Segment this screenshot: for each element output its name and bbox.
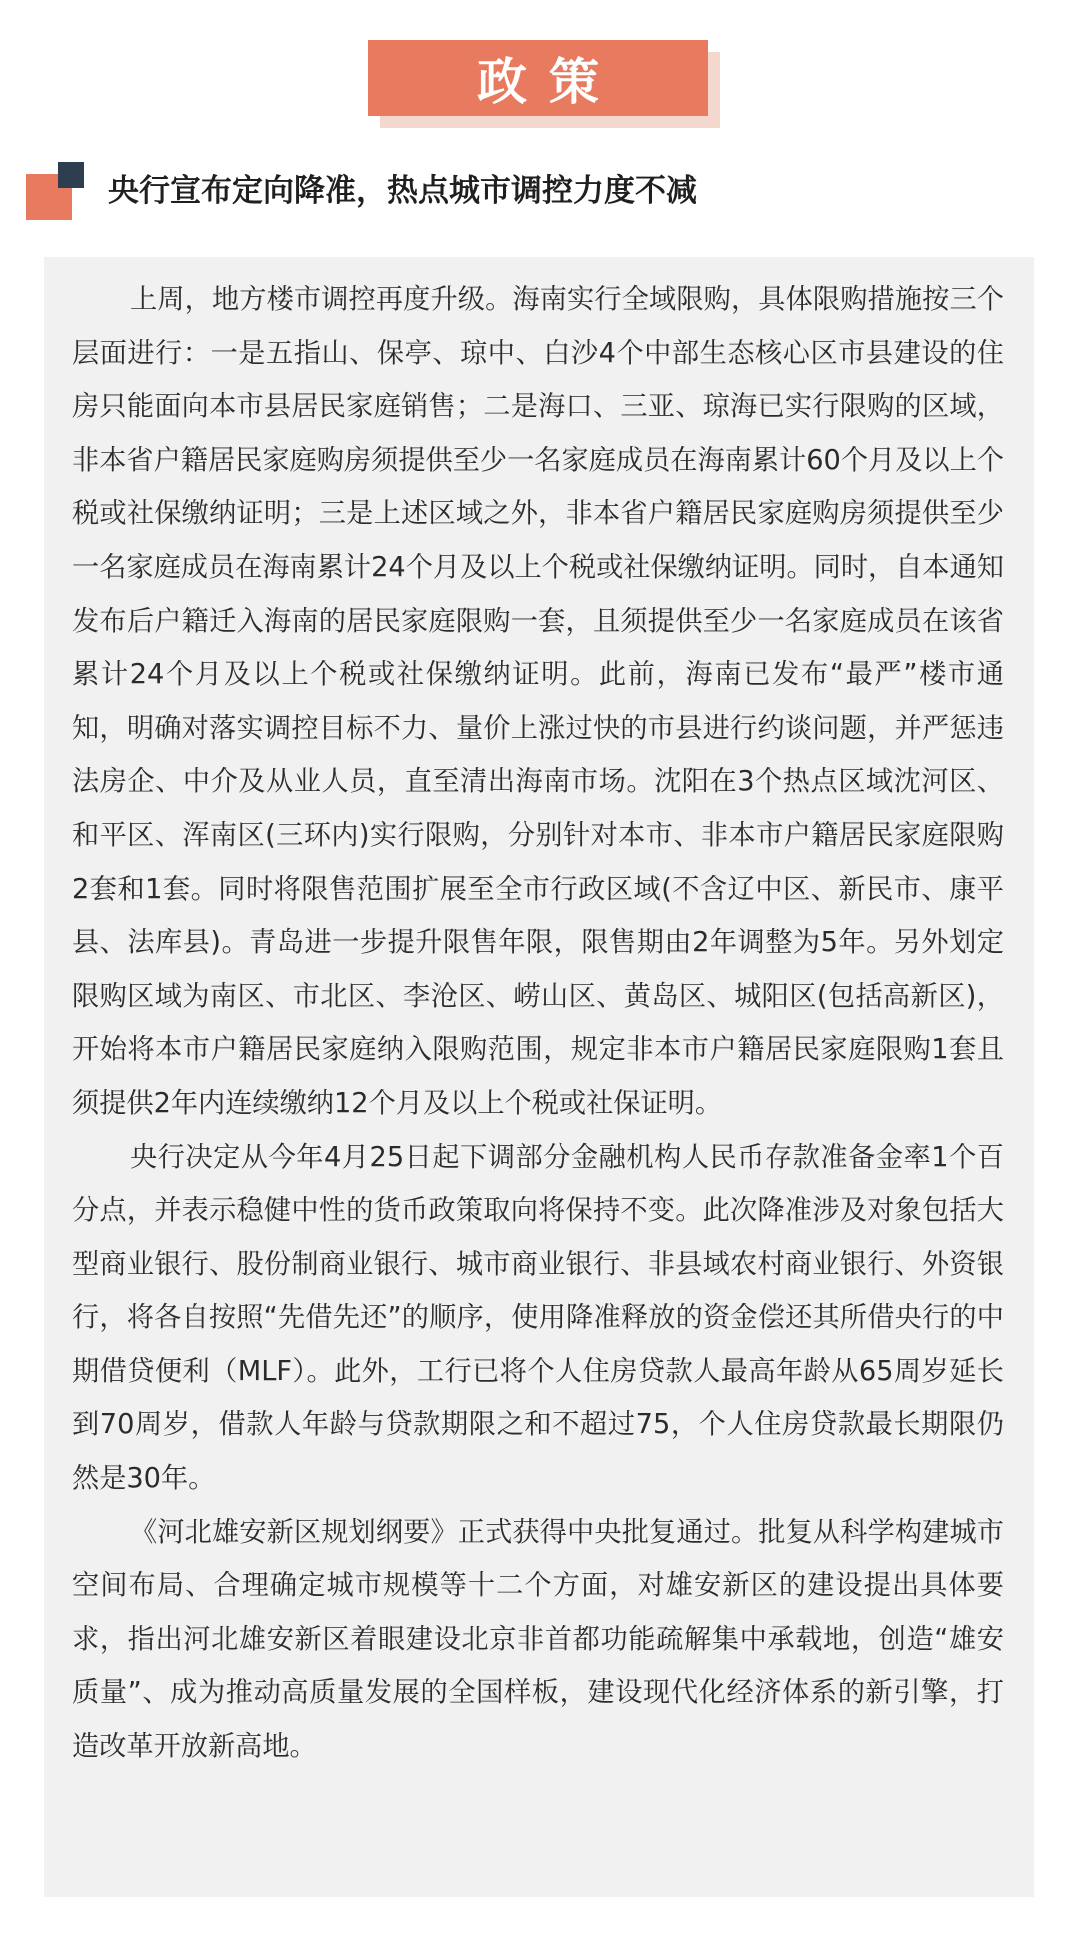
banner-title: 政策: [477, 53, 621, 111]
square-bullet-icon: [26, 162, 84, 220]
title-banner: [368, 40, 708, 116]
paragraph-xiongan: 《河北雄安新区规划纲要》正式获得中央批复通过。批复从科学构建城市空间布局、合理确定城市规模等十二个方面，对雄安新区的建设提出具体要求，指出河北雄安新区着眼建设北京非首都功能疏解集中承载地，创造“雄安质量”、成为推动高质量发展的全国样板，建设现代化经济体系的新引擎，打造改革开放新高地。: [72, 1516, 1004, 1763]
section-heading: 央行宣布定向降准，热点城市调控力度不减: [108, 173, 697, 209]
paragraph-housing-policy: 上周，地方楼市调控再度升级。海南实行全域限购，具体限购措施按三个层面进行：一是五指山、保亭、琼中、白沙4个中部生态核心区市县建设的住房只能面向本市县居民家庭销售；二是海口、三亚、琼海已实行限购的区域，非本省户籍居民家庭购房须提供至少一名家庭成员在海南累计60个月及以上个税或社保缴纳证明；三是上述区域之外，非本省户籍居民家庭购房须提供至少一名家庭成员在海南累计24个月及以上个税或社保缴纳证明。同时，自本通知发布后户籍迁入海南的居民家庭限购一套，且须提供至少一名家庭成员在该省累计24个月及以上个税或社保缴纳证明。此前，海南已发布“最严”楼市通知，明确对落实调控目标不力、量价上涨过快的市县进行约谈问题，并严惩违法房企、中介及从业人员，直至清出海南市场。沈阳在3个热点区域沈河区、和平区、浑南区(三环内)实行限购，分别针对本市、非本市户籍居民家庭限购2套和1套。同时将限售范围扩展至全市行政区域(不含辽中区、新民市、康平县、法库县)。青岛进一步提升限售年限，限售期由2年调整为5年。另外划定限购区域为南区、市北区、李沧区、崂山区、黄岛区、城阳区(包括高新区)，开始将本市户籍居民家庭纳入限购范围，规定非本市户籍居民家庭限购1套且须提供2年内连续缴纳12个月及以上个税或社保证明。: [72, 284, 1004, 1119]
navy-square-shape: [58, 162, 84, 188]
paragraph-rrr-cut: 央行决定从今年4月25日起下调部分金融机构人民币存款准备金率1个百分点，并表示稳健中性的货币政策取向将保持不变。此次降准涉及对象包括大型商业银行、股份制商业银行、城市商业银行、非县域农村商业银行、外资银行，将各自按照“先借先还”的顺序，使用降准释放的资金偿还其所借央行的中期借贷便利（MLF）。此外，工行已将个人住房贷款人最高年龄从65周岁延长到70周岁，借款人年龄与贷款期限之和不超过75，个人住房贷款最长期限仍然是30年。: [72, 1141, 1004, 1495]
article-body: [44, 257, 1034, 1897]
